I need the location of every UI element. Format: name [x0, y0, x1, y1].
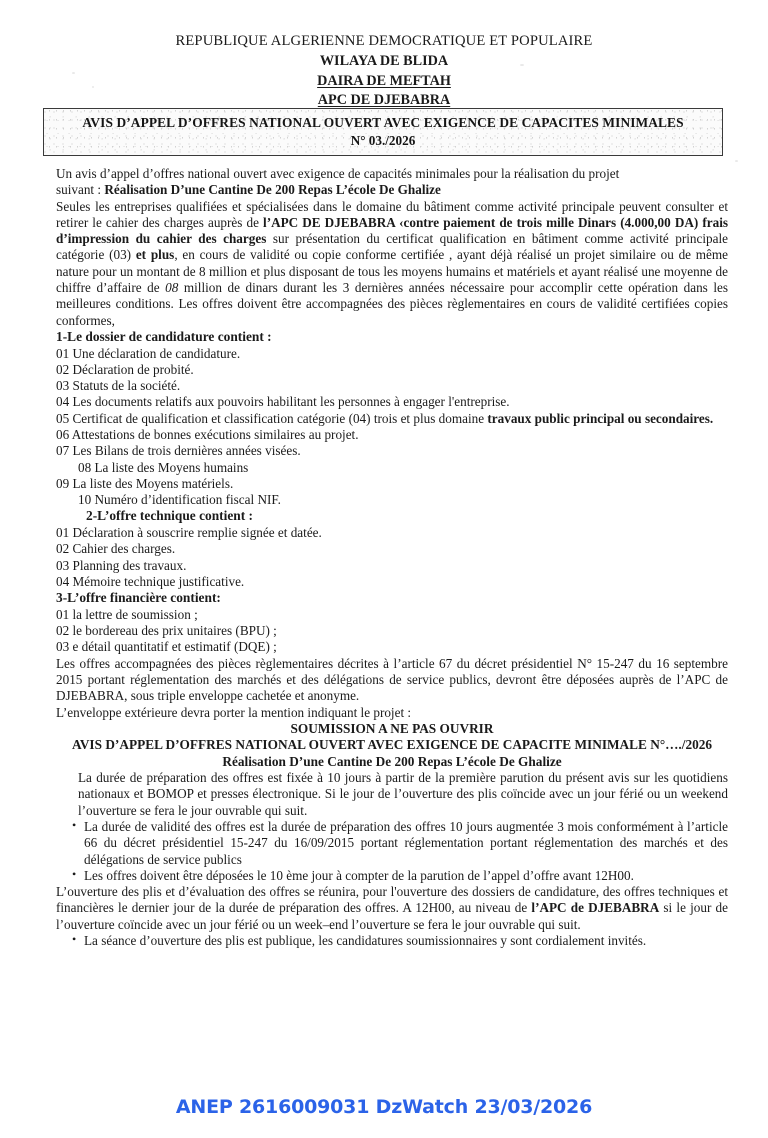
intro-para-bold-payment: l’APC DE DJEBABRA ‹contre paiement de trois mille Dinars (4.000,00 DA) frais d’impression du cahier des charges	[56, 214, 728, 247]
section-1-item: 06 Attestations de bonnes exécutions similaires au projet.	[56, 427, 359, 442]
envelope-line-1: SOUMISSION A NE PAS OUVRIR	[290, 720, 494, 736]
envelope-line-2: AVIS D’APPEL D’OFFRES NATIONAL OUVERT AVEC EXIGENCE DE CAPACITE MINIMALE N°…./2026	[71, 737, 713, 753]
intro-para-part-c: sur présentation du certificat qualification en bâtiment comme activité principale catégorie (03)	[56, 231, 728, 263]
section-3-item: 01 la lettre de soumission ;	[56, 606, 198, 622]
header-daira-line: DAIRA DE MEFTAH	[317, 72, 451, 89]
section-1-item-10: 10 Numéro d’identification fiscal NIF.	[78, 492, 281, 508]
section-1-item: 07 Les Bilans de trois dernières années visées.	[56, 443, 301, 459]
intro-para-part-e: million de dinars durant les 3 dernières années nécessaire pour accomplir cette opération dans les meilleures conditions. Les offres doivent être accompagnées des pièces règlementaires en cours de validité certifiées copies conformes,	[56, 280, 728, 328]
conditions-bullet-2: • Les offres doivent être déposées le 10 ème jour à compter de la parution de l’appel d’offre avant 12H00.	[56, 868, 728, 884]
envelope-line-3: Réalisation D’une Cantine De 200 Repas L’école De Ghalize	[222, 753, 562, 769]
intro-para-part-a: Seules les entreprises qualifiées et spécialisées dans le domaine du bâtiment comme activité principale peuvent consulter et retirer le cahier des charges auprès de	[56, 198, 728, 230]
document-body	[56, 166, 728, 949]
section-1-item-05-bold: travaux public principal ou secondaires.	[487, 410, 714, 426]
section-3-item: 02 le bordereau des prix unitaires (BPU) ;	[56, 623, 277, 639]
scan-speckle	[735, 160, 738, 162]
section-1-heading: 1-Le dossier de candidature contient :	[56, 328, 272, 344]
scan-speckle	[92, 86, 94, 88]
section-1-item: 04 Les documents relatifs aux pouvoirs habilitant les personnes à engager l'entreprise.	[56, 394, 510, 410]
section-1-item-08: 08 La liste des Moyens humains	[78, 459, 249, 475]
section-2-heading: 2-L’offre technique contient :	[86, 508, 253, 524]
section-1-item: 02 Déclaration de probité.	[56, 361, 194, 377]
section-2-item: 02 Cahier des charges.	[56, 541, 176, 557]
tender-number: N° 03./2026	[350, 133, 416, 149]
section-1-item-05-plain: 05 Certificat de qualification et classification catégorie (04) trois et plus domaine	[56, 410, 488, 426]
intro-para-bold-etplus: et plus	[135, 247, 175, 263]
header-apc-line: APC DE DJEBABRA	[317, 92, 451, 109]
tender-title-box	[43, 108, 723, 156]
header-wilaya-line: WILAYA DE BLIDA	[319, 53, 449, 70]
section-2-item: 03 Planning des travaux.	[56, 557, 187, 573]
envelope-mention-line: L’enveloppe extérieure devra porter la mention indiquant le projet :	[56, 704, 412, 720]
intro-para-italic-amount: 08	[165, 280, 179, 296]
conditions-bullet-3: • La séance d’ouverture des plis est publique, les candidatures soumissionnaires y sont cordialement invités.	[56, 933, 728, 949]
section-1-item: 01 Une déclaration de candidature.	[56, 345, 241, 361]
conditions-para-2-part-a: L’ouverture des plis et d’évaluation des offres se réunira, pour l'ouverture des dossiers de candidature, des offres techniques et financières le dernier jour de la durée de préparation des offres. A 12H00, au niveau de	[56, 884, 728, 916]
document-footer	[0, 1096, 768, 1118]
anep-reference: ANEP 2616009031 DzWatch 23/03/2026	[175, 1096, 593, 1118]
header-republic-line: REPUBLIQUE ALGERIENNE DEMOCRATIQUE ET POPULAIRE	[175, 33, 593, 49]
intro-para-part-d: , en cours de validité ou copie conforme certifiée , ayant déjà réalisé un projet similaire ou de même nature pour un montant de 8 million et plus disposant de tous les moyens humains et matériels et ayant réalisé une moyenne de chiffre d’affaire de	[56, 247, 728, 296]
conditions-paragraph-2	[56, 884, 728, 933]
conditions-para-2-bold-apc: l’APC de DJEBABRA	[531, 900, 660, 916]
document-header	[0, 0, 768, 110]
section-3-item: 03 e détail quantitatif et estimatif (DQE) ;	[56, 639, 277, 655]
section-2-item: 01 Déclaration à souscrire remplie signée et datée.	[56, 525, 322, 541]
scan-speckle	[72, 72, 75, 74]
intro-line-2	[56, 182, 728, 198]
conditions-para-2-part-b: si le jour de l’ouverture coïncide avec un jour férié ou un week–end l’ouverture se fera le jour ouvrable qui suit.	[56, 900, 728, 932]
intro-line-2-prefix: suivant :	[56, 182, 105, 198]
intro-line-1: Un avis d’appel d’offres national ouvert avec exigence de capacités minimales pour la réalisation du projet	[56, 166, 620, 181]
section-3-heading: 3-L’offre financière contient:	[56, 590, 221, 606]
deposit-paragraph: Les offres accompagnées des pièces règlementaires décrites à l’article 67 du décret présidentiel N° 15-247 du 16 septembre 2015 portant réglementation des marchés et des délégations de service publics, devront être déposées auprès de l’APC de DJEBABRA, sous triple enveloppe cachetée et anonyme.	[56, 655, 728, 704]
scan-speckle	[520, 64, 524, 66]
tender-title: AVIS D’APPEL D’OFFRES NATIONAL OUVERT AVEC EXIGENCE DE CAPACITES MINIMALES	[82, 115, 684, 131]
section-1-item: 03 Statuts de la société.	[56, 378, 181, 394]
intro-paragraph	[56, 199, 728, 329]
section-1-item-05	[56, 411, 728, 427]
conditions-bullet-1: • La durée de validité des offres est la durée de préparation des offres 10 jours augmentée 3 mois conformément à l’article 66 du décret présidentiel 15-247 du 16/09/2015 portant réglementation portant réglementation des marchés et des délégations de service publics	[56, 819, 728, 868]
section-2-item: 04 Mémoire technique justificative.	[56, 573, 245, 589]
section-1-item-09: 09 La liste des Moyens matériels.	[56, 475, 234, 491]
project-name-inline: Réalisation D’une Cantine De 200 Repas L’école De Ghalize	[104, 182, 441, 198]
conditions-paragraph-1: La durée de préparation des offres est fixée à 10 jours à partir de la première parution du présent avis sur les quotidiens nationaux et BOMOP et presses électronique. Si le jour de l’ouverture des plis coïncide avec un jour férié ou un weekend l’ouverture se fera le jour ouvrable qui suit.	[78, 770, 728, 818]
